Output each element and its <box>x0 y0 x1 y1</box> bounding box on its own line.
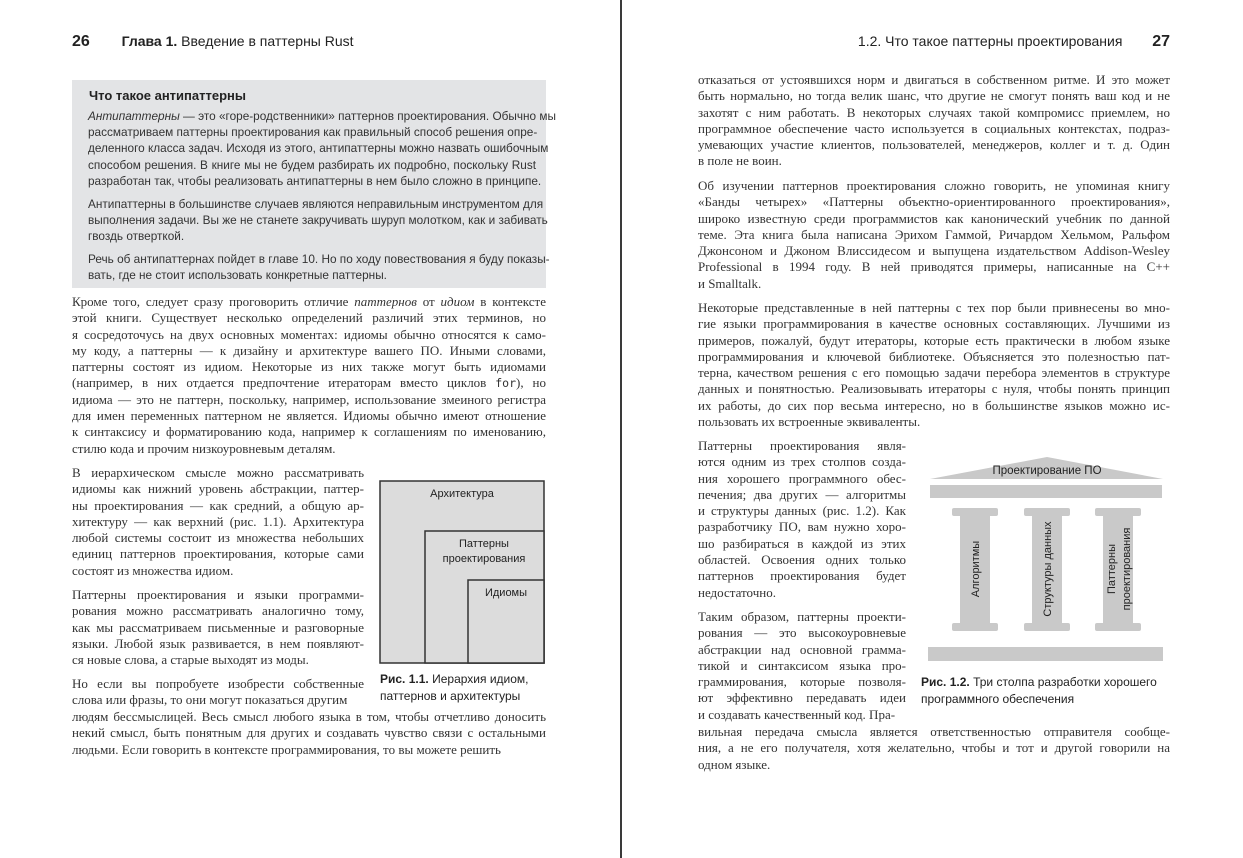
text-line: ния, а не его получателя, хотя желательно, чтобы и тот и другой говорили на <box>698 740 1170 756</box>
text-line: «Банды четырех» «Паттерны объектно-ориентированного проектирования», <box>698 194 1170 210</box>
roof-label: Проектирование ПО <box>992 465 1102 477</box>
text-line <box>72 294 546 310</box>
text-line: людям бессмыслицей. Весь смысл любого языка в том, чтобы отчетливо доносить <box>72 709 546 724</box>
body-paragraph <box>72 676 364 709</box>
text-line: этой книги. Существует несколько определений различий этих терминов, но <box>72 310 546 326</box>
text-segment: — это «горе-родственники» паттернов проектирования. Обычно мы <box>179 109 556 123</box>
page-number-left: 26 <box>72 33 90 50</box>
pillar-capital <box>1095 508 1141 516</box>
pillar-label-design: проектирования <box>1121 527 1133 611</box>
body-paragraph <box>698 438 906 601</box>
caption-text: программного обеспечения <box>921 692 1075 706</box>
text-line: Антипаттерны в большинстве случаев являются неправильным инструментом для <box>88 197 544 211</box>
text-line: и создавать качественный код. Пра- <box>698 706 896 722</box>
text-line: языки. Любой язык развивается, в нем появляют- <box>72 635 364 651</box>
label-design: проектирования <box>442 553 526 565</box>
text-line: людьми. Если говорить в контексте программирования, то вы можете решить <box>72 741 501 757</box>
pillar-label-algorithms: Алгоритмы <box>970 540 982 598</box>
text-line: тикой и синтаксисом языка про- <box>698 657 906 673</box>
pillar-label-data-structures: Структуры данных <box>1042 521 1054 617</box>
emphasis-text: идиом <box>440 294 475 309</box>
text-line: в поле не воин. <box>698 153 782 169</box>
body-paragraph <box>72 587 364 668</box>
text-line: гвоздь отверткой. <box>88 229 185 244</box>
text-line: и структуры данных (рис. 1.2). Как <box>698 503 906 519</box>
text-line: быть нормально, но тогда велик шанс, что другие не смогут понять ваш код и не <box>698 88 1170 104</box>
page-gutter-divider <box>620 0 622 858</box>
text-line: деленного класса задач. Исходя из этого, антипаттерны можно назвать ошибочным <box>88 141 549 156</box>
text-line: шо разбираться в каждой из этих <box>698 535 906 551</box>
text-line: Некоторые представленные в ней паттерны с тех пор были привнесены во мно- <box>698 300 1170 315</box>
text-line: вильная передача смысла является ответственностью отправителя сообще- <box>698 724 1170 739</box>
text-line: терна, качеством решения с его помощью задачи перебора элементов в структуре <box>698 365 1170 381</box>
figure-1-1-caption <box>380 671 528 705</box>
text-segment: (например, в них отдается предпочтение итераторам вместо циклов <box>72 375 496 391</box>
text-line: граммирования, которые позволя- <box>698 674 906 690</box>
caption-text: Три столпа разработки хорошего <box>973 675 1157 689</box>
pillar-base <box>952 623 998 631</box>
emphasis-text: паттернов <box>354 294 417 309</box>
text-line: для имен переменных паттерном не является. Идиомы обычно имеют отношение <box>72 408 546 424</box>
text-line: данных и понятностью. Реализовывать итераторы с нуля, чтобы понять принцип <box>698 381 1170 397</box>
text-segment: Кроме того, следует сразу проговорить отличие <box>72 294 355 309</box>
page-number-right: 27 <box>1152 33 1170 50</box>
text-line: паттерны состоят из идиом. Некоторые из них также могут быть идиомами <box>72 359 546 375</box>
text-line: Речь об антипаттернах пойдет в главе 10. Но по ходу повествования я буду показы- <box>88 252 550 266</box>
figure-1-2-caption <box>921 674 1157 708</box>
text-segment: ), но <box>516 375 546 391</box>
body-paragraph <box>698 72 1170 170</box>
text-line: областей. Освоения одних только <box>698 552 906 568</box>
text-line: Об изучении паттернов проектирования сложно говорить, не упоминая книгу <box>698 178 1170 193</box>
text-line: любой системы состоит из множества небольших <box>72 530 364 546</box>
text-line: абстракции над основной грамма- <box>698 641 906 657</box>
label-architecture: Архитектура <box>430 488 494 500</box>
text-line: ются одним из трех столпов созда- <box>698 454 906 470</box>
figure-1-1-hierarchy <box>378 479 548 672</box>
text-line: одном языке. <box>698 756 771 772</box>
text-line: программирования и ключевой библиотеке. Объясняется это полезностью пат- <box>698 348 1170 364</box>
pillar-label-patterns: Паттерны <box>1106 544 1118 594</box>
text-line: я сосредоточусь на двух основных моментах: идиомы обычно относятся к само- <box>72 326 546 342</box>
antipatterns-sidebar <box>72 80 556 288</box>
body-paragraph <box>698 300 1170 430</box>
text-line: вать, где не стоит использовать конкретные паттерны. <box>88 268 387 283</box>
label-idioms: Идиомы <box>484 587 528 599</box>
foundation-shape <box>928 647 1163 661</box>
text-line: примеров, пожалуй, будут итераторы, которые есть практически в любом языке <box>698 332 1170 348</box>
chapter-title: Введение в паттерны Rust <box>181 33 354 49</box>
text-line: В иерархическом смысле можно рассматривать <box>72 465 364 480</box>
figure-1-2-three-pillars <box>918 452 1174 672</box>
text-line: рассматриваем паттерны проектирования как правильный способ решения опре- <box>88 125 538 140</box>
caption-label: Рис. 1.2. <box>921 675 970 689</box>
text-line: программное обеспечение часто используется в социальных контекстах, подраз- <box>698 120 1170 136</box>
pillar-base <box>1095 623 1141 631</box>
sidebar-paragraph <box>88 251 550 283</box>
text-line: Паттерны проектирования явля- <box>698 438 906 453</box>
text-line: разработан так, чтобы реализовать антипаттерны в нем было сложно в принципе. <box>88 173 542 188</box>
text-line: широко известную среди программистов как канонический учебник по данной <box>698 210 1170 226</box>
text-line: умевающих участие клиентов, пользователей, менеджеров, коллег и т. д. Один <box>698 137 1170 153</box>
text-line: ны проектирования — как средний, а общую ар- <box>72 497 364 513</box>
text-line: Но если вы попробуете изобрести собственные <box>72 676 364 691</box>
text-line: захотят с ним работать. В некоторых случаях такой компромисс приемлем, но <box>698 104 1170 120</box>
left-running-header <box>72 33 354 51</box>
label-patterns: Паттерны <box>459 538 509 550</box>
text-line: Джонсоном и Джоном Влиссидесом и выпущена издательством Addison-Wesley <box>698 243 1170 259</box>
text-line: хитектуру — как верхний (рис. 1.1). Архитектура <box>72 513 364 529</box>
text-line: некий смысл, быть понятным для других и создавать чувство связи с остальными <box>72 725 546 741</box>
emphasis-text: Антипаттерны <box>88 109 180 123</box>
text-line: недостаточно. <box>698 584 776 600</box>
text-line: рования — это высокоуровневые <box>698 625 906 641</box>
text-line: гие языки программирования в качестве основных составляющих. Лучшими из <box>698 316 1170 332</box>
sidebar-paragraph <box>88 108 556 189</box>
text-line <box>72 375 546 391</box>
body-paragraph <box>72 709 546 758</box>
text-line: отказаться от устоявшихся норм и двигаться в собственном ритме. И это может <box>698 72 1170 87</box>
inline-code: for <box>495 376 517 391</box>
sidebar-paragraph <box>88 196 548 245</box>
text-line: состоят из множества идиом. <box>72 562 234 578</box>
chapter-label: Глава 1. <box>121 33 178 49</box>
text-line: пользовать их встроенные эквиваленты. <box>698 414 921 430</box>
text-line: единиц паттернов проектирования, которые сами <box>72 546 364 562</box>
text-line: к синтаксису и форматированию кода, например к соглашениям по именованию, <box>72 424 546 440</box>
text-line: рования можно рассматривать аналогично тому, <box>72 603 364 619</box>
body-paragraph <box>698 609 906 723</box>
body-paragraph <box>698 178 1170 292</box>
text-line: Professional в 1994 году. В ней приводятся примеры, написанные на C++ <box>698 259 1170 275</box>
text-line: му коду, а паттерны — к дизайну и архитектуре вашего ПО. Иными словами, <box>72 342 546 358</box>
text-segment: от <box>416 294 441 309</box>
text-line: и Smalltalk. <box>698 275 762 291</box>
text-line: печения; два других — алгоритмы <box>698 486 906 502</box>
caption-text: Иерархия идиом, <box>432 672 529 686</box>
text-line: паттернов проектирования будет <box>698 568 906 584</box>
sidebar-title: Что такое антипаттерны <box>89 88 246 103</box>
body-paragraph <box>698 724 1170 773</box>
text-line: ся новые слова, а старые выходят из моды. <box>72 652 309 668</box>
text-line: ния хорошего программного обес- <box>698 470 906 486</box>
text-line: идиомы как нижний уровень абстракции, паттер- <box>72 481 364 497</box>
text-segment: в контексте <box>474 294 546 309</box>
body-paragraph <box>72 465 364 579</box>
text-line: выполнения задачи. Вы же не станете закручивать шуруп молотком, как и забивать <box>88 213 548 228</box>
pillar-capital <box>1024 508 1070 516</box>
pillar-capital <box>952 508 998 516</box>
text-line: идиома — это не паттерн, поскольку, например, использование змеиного регистра <box>72 391 546 407</box>
text-line: стилю кода и прочим низкоуровневым деталям. <box>72 440 336 456</box>
caption-label: Рис. 1.1. <box>380 672 429 686</box>
caption-text: паттернов и архитектуры <box>380 689 521 703</box>
text-line: теме. Эта книга была написана Эрихом Гаммой, Ричардом Хельмом, Ральфом <box>698 226 1170 242</box>
text-line: Таким образом, паттерны проекти- <box>698 609 906 624</box>
text-line: слова или фразы, то они могут показаться другим <box>72 692 348 708</box>
section-title: 1.2. Что такое паттерны проектирования <box>857 33 1123 49</box>
text-line: их работы, до сих пор весьма интересно, но в большинстве языков можно ис- <box>698 397 1170 413</box>
pillar-base <box>1024 623 1070 631</box>
text-line: разработчику ПО, вам нужно хоро- <box>698 519 906 535</box>
text-line <box>88 108 556 124</box>
text-line: Паттерны проектирования и языки программи- <box>72 587 364 602</box>
body-paragraph <box>72 294 546 457</box>
text-line: способом решения. В книге мы не будем разбирать их подробно, поскольку Rust <box>88 157 536 172</box>
right-running-header <box>858 33 1170 51</box>
text-line: ют эффективно передавать идеи <box>698 690 906 706</box>
text-line: как мы рассматриваем письменные и разговорные <box>72 619 364 635</box>
entablature-shape <box>930 485 1162 498</box>
